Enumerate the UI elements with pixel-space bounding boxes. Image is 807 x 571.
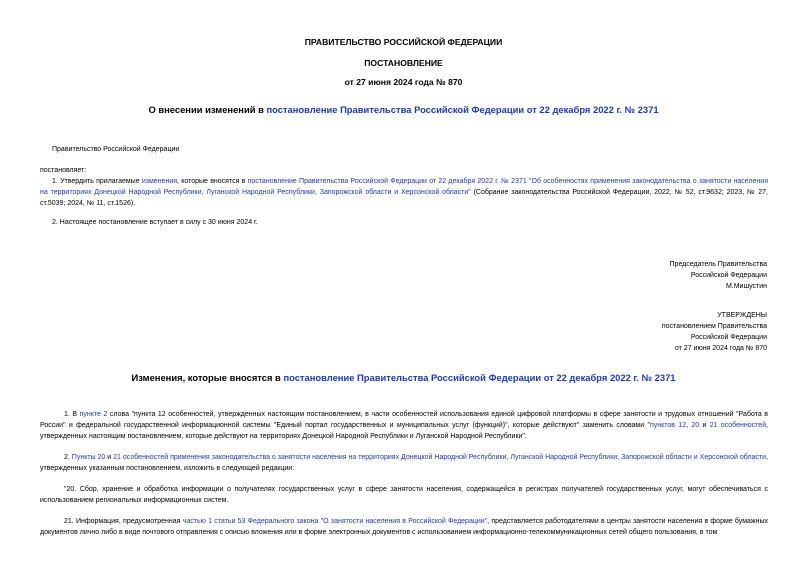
- point-20-link[interactable]: 20: [691, 422, 700, 430]
- title-link[interactable]: постановление Правительства Российской Федерации от 22 декабря 2022 г. № 2371: [266, 104, 659, 115]
- doc-date-number: от 27 июня 2024 года № 870: [344, 77, 463, 87]
- article-53-link[interactable]: частью 1 статьи 53 Федерального закона "О занятости населения в Российской Федерации": [182, 518, 488, 525]
- item-2-paragraph: 2. Настоящее постановление вступает в силу с 30 июня 2024 г.: [52, 219, 258, 226]
- change-1-paragraph: [40, 409, 768, 443]
- changes-title: [0, 372, 807, 383]
- change-2-text-c: , утвержденных указанным постановлением, изложить в следующей редакции:: [40, 454, 768, 473]
- signature-name: М.Мишустин: [725, 283, 767, 290]
- changes-title-link[interactable]: постановление Правительства Российской Федерации от 22 декабря 2022 г. № 2371: [283, 372, 676, 383]
- signature-position: Председатель Правительства: [669, 261, 767, 268]
- point-21-link[interactable]: 21 особенностей: [709, 422, 767, 430]
- doc-type-heading: ПОСТАНОВЛЕНИЕ: [364, 58, 443, 68]
- signature-block: [670, 259, 767, 292]
- change-2-text-a: 2.: [64, 454, 72, 461]
- changes-title-prefix: Изменения, которые вносятся в: [131, 372, 284, 383]
- change-20-paragraph: "20. Сбор, хранение и обработка информации о получателях государственных услуг в сфере занятости населения, содержащейся в регистрах получателей государственных услуг, могут обеспечиваться с использованием региональных информационных систем.: [40, 486, 768, 505]
- title-prefix: О внесении изменений в: [148, 104, 267, 115]
- change-2-paragraph: [40, 452, 768, 474]
- change-1-text-a: 1. В: [64, 411, 80, 418]
- change-1-text-d: и: [699, 422, 710, 430]
- change-2-text-b: и: [105, 454, 114, 461]
- resolves-text: постановляет:: [40, 167, 87, 174]
- item-1-text-b: , которые вносятся в: [177, 178, 248, 185]
- approval-org: Российской Федерации: [690, 334, 767, 341]
- approval-word: УТВЕРЖДЕНЫ: [717, 312, 767, 319]
- document-title: [0, 104, 807, 115]
- issuer-text: Правительство Российской Федерации: [52, 146, 180, 153]
- features-21-link[interactable]: 21 особенностей применения законодательства о занятости населения на территориях Донецкой Народной Республики, Луганской Народной Республики, Запорожской области и Херсонской области: [113, 454, 767, 461]
- approval-by: постановлением Правительства: [661, 323, 767, 330]
- approval-date: от 27 июня 2024 года № 870: [674, 345, 767, 352]
- change-21-text-a: 21. Информация, предусмотренная: [64, 518, 183, 525]
- point-12-link[interactable]: пунктов 12: [649, 422, 687, 430]
- points-20-link[interactable]: Пункты 20: [71, 454, 106, 461]
- change-21-paragraph: [40, 516, 768, 538]
- item-1-paragraph: [40, 176, 768, 210]
- change-21-text-b: , представляется работодателями в центры занятости населения в форме бумажных документов лично либо в виде почтового отправления с описью вложения или в форме электронных документов с использованием информационно-телекоммуникационных сетей общего пользования, в том: [40, 518, 768, 537]
- change-1-text-c: ,: [686, 422, 692, 430]
- point-2-link[interactable]: пункте 2: [79, 411, 108, 418]
- change-1-text-e: , утвержденных настоящим постановлением, которые действуют на территориях Донецкой Народной Республики и Луганской Народной Республики".: [40, 422, 768, 441]
- changes-link[interactable]: изменения: [141, 178, 178, 185]
- change-1-text-b: слова "пункта 12 особенностей, утвержденных настоящим постановлением, в части особенностей использования единой цифровой платформы в сфере занятости и трудовых отношений "Работа в России" и федеральной государственной информационной системы "Единый портал государственных и муниципальных услуг (функций)", которые действуют" заменить словами ": [40, 411, 768, 430]
- item-1-text-a: 1. Утвердить прилагаемые: [52, 178, 142, 185]
- signature-org: Российской Федерации: [690, 272, 767, 279]
- decree-2371-link[interactable]: постановление Правительства Российской Федерации от 22 декабря 2022 г. № 2371 "Об особенностях применения законодательства о занятости населения на территориях Донецкой Народной Республики, Луганской Народной Республики, Запорожской области и Херсонской области": [40, 178, 768, 197]
- item-1-text-c: (Собрание законодательства Российской Федерации, 2022, № 52, ст.9632; 2023, № 27, ст.5039; 2024, № 11, ст.1526).: [40, 189, 768, 208]
- approval-block: [662, 310, 767, 354]
- government-heading: ПРАВИТЕЛЬСТВО РОССИЙСКОЙ ФЕДЕРАЦИИ: [304, 37, 503, 47]
